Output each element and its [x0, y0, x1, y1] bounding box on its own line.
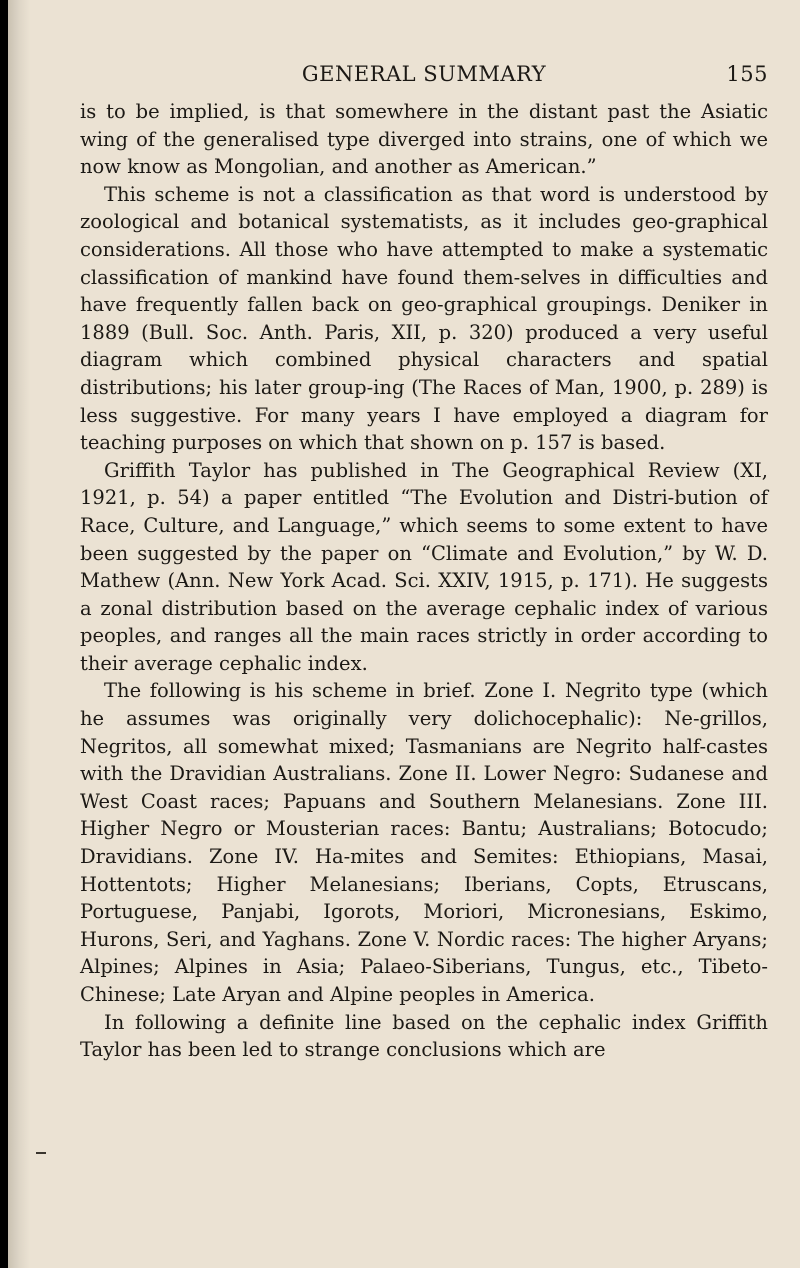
- gutter-shading: [8, 0, 30, 1268]
- paragraph-5: In following a definite line based on the cephalic index Griffith Taylor has been led to strange conclusions which are: [80, 1010, 768, 1062]
- body-text: [80, 98, 768, 1064]
- paragraph-3: Griffith Taylor has published in The Geographical Review (XI, 1921, p. 54) a paper entitled “The Evolution and Distri-bution of Race, Culture, and Language,” which seems to some extent to have been suggested by the paper on “Climate and Evolution,” by W. D. Mathew (Ann. New York Acad. Sci. XXIV, 1915, p. 171). He suggests a zonal distribution based on the average cephalic index of various peoples, and ranges all the main races strictly in order according to their average cephalic index.: [80, 458, 768, 675]
- running-head: GENERAL SUMMARY: [301, 62, 547, 86]
- book-page: [80, 58, 768, 1064]
- book-spine-shadow: [0, 0, 8, 1268]
- page-header: [80, 58, 768, 98]
- paragraph-2: This scheme is not a classification as that word is understood by zoological and botanical systematists, as it includes geo-graphical considerations. All those who have attempted to make a systematic classification of mankind have found them-selves in difficulties and have frequently fallen back on geo-graphical groupings. Deniker in 1889 (Bull. Soc. Anth. Paris, XII, p. 320) produced a very useful diagram which combined physical characters and spatial distributions; his later group-ing (The Races of Man, 1900, p. 289) is less suggestive. For many years I have employed a diagram for teaching purposes on which that shown on p. 157 is based.: [80, 182, 768, 455]
- margin-mark: [36, 1152, 46, 1154]
- paragraph-1: is to be implied, is that somewhere in the distant past the Asiatic wing of the generalised type diverged into strains, one of which we now know as Mongolian, and another as American.”: [80, 100, 768, 179]
- paragraph-4: The following is his scheme in brief. Zone I. Negrito type (which he assumes was originally very dolichocephalic): Ne-grillos, Negritos, all somewhat mixed; Tasmanians are Negrito half-castes with the Dravidian Australians. Zone II. Lower Negro: Sudanese and West Coast races; Papuans and Southern Melanesians. Zone III. Higher Negro or Mousterian races: Bantu; Australians; Botocudo; Dravidians. Zone IV. Ha-mites and Semites: Ethiopians, Masai, Hottentots; Higher Melanesians; Iberians, Copts, Etruscans, Portuguese, Panjabi, Igorots, Moriori, Micronesians, Eskimo, Hurons, Seri, and Yaghans. Zone V. Nordic races: The higher Aryans; Alpines; Alpines in Asia; Palaeo-Siberians, Tungus, etc., Tibeto-Chinese; Late Aryan and Alpine peoples in America.: [80, 679, 768, 1006]
- page-number: 155: [726, 62, 768, 86]
